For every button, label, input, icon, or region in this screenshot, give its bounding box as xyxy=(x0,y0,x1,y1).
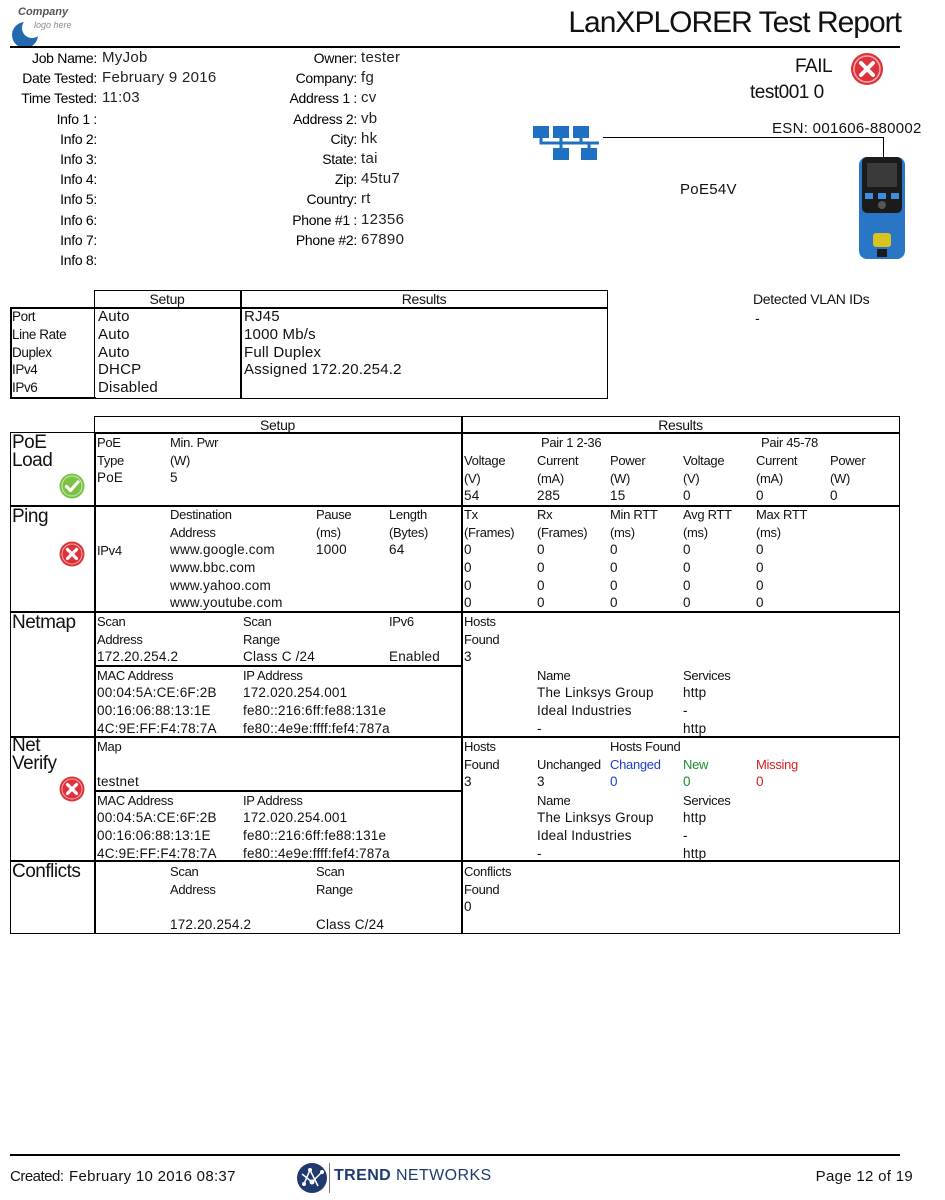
netmap-mac-header: MAC Address xyxy=(97,668,174,683)
ping-pause-header: Pause xyxy=(316,507,352,522)
netmap-ipv6-header: IPv6 xyxy=(389,614,414,629)
page-number: Page 12 of 19 xyxy=(815,1168,913,1185)
info-value: tai xyxy=(361,150,378,167)
section-rule xyxy=(10,736,900,738)
info-value: 67890 xyxy=(361,230,405,248)
info-label: Address 2: xyxy=(293,110,357,127)
poe-col-unit: (mA) xyxy=(756,471,783,486)
ping-pause-value: 1000 xyxy=(316,542,347,557)
netmap-title: Netmap xyxy=(12,612,76,633)
ping-tx: 0 xyxy=(464,577,472,593)
netmap-range-header: Range xyxy=(243,632,280,647)
created-label: Created: xyxy=(10,1168,64,1185)
trend-networks-logo xyxy=(296,1162,328,1194)
vlan-title: Detected VLAN IDs xyxy=(753,291,870,307)
info-label: Time Tested: xyxy=(21,90,97,107)
poe-type-value: PoE xyxy=(97,470,124,485)
netmap-scan-header: Scan xyxy=(97,614,126,629)
netverify-changed-header: Changed xyxy=(610,757,661,772)
ping-max: 0 xyxy=(756,559,764,575)
link-cable xyxy=(603,137,883,138)
netverify-changed-value: 0 xyxy=(610,774,618,789)
poe-col-unit: (V) xyxy=(683,471,700,486)
main-results-header: Results xyxy=(658,417,703,433)
netmap-mac: 00:04:5A:CE:6F:2B xyxy=(97,685,217,700)
ping-rx: 0 xyxy=(537,577,545,593)
netverify-mac-header: MAC Address xyxy=(97,793,174,808)
ping-rx: 0 xyxy=(537,542,545,557)
ping-avg-header: Avg RTT xyxy=(683,507,732,522)
info-label: Job Name: xyxy=(32,50,97,66)
link-row-setup: Disabled xyxy=(98,379,158,397)
result-status: FAIL xyxy=(795,56,833,77)
ping-min: 0 xyxy=(610,595,618,611)
netmap-scan-range: Class C /24 xyxy=(243,649,315,664)
link-row-label: Duplex xyxy=(12,344,52,360)
netmap-name: - xyxy=(537,720,542,736)
ping-pause-unit: (ms) xyxy=(316,525,341,540)
company-logo xyxy=(8,4,88,46)
poe-col-unit: (mA) xyxy=(537,471,564,486)
poe-col-value: 0 xyxy=(683,488,691,503)
info-label: Country: xyxy=(306,191,357,208)
ping-tx-header: Tx xyxy=(464,507,478,522)
poe-col-header: Power xyxy=(830,453,866,468)
link-row-setup: Auto xyxy=(98,325,130,343)
netverify-title-1: Net xyxy=(12,735,41,756)
poe-col-unit: (W) xyxy=(610,471,631,486)
title-rule xyxy=(10,46,900,48)
netverify-name: Ideal Industries xyxy=(537,827,632,843)
netverify-mac: 4C:9E:FF:F4:78:7A xyxy=(97,845,217,861)
ping-protocol: IPv4 xyxy=(97,543,122,558)
poe-col-unit: (W) xyxy=(830,471,851,486)
info-label: Date Tested: xyxy=(22,70,97,87)
conflicts-range-header: Range xyxy=(316,882,353,897)
info-label: City: xyxy=(330,130,357,147)
netmap-scan-address: 172.20.254.2 xyxy=(97,649,179,664)
netverify-mac: 00:04:5A:CE:6F:2B xyxy=(97,810,217,825)
info-label: Info 8: xyxy=(60,252,97,268)
link-row-label: Port xyxy=(12,309,36,324)
netverify-ip: fe80::216:6ff:fe88:131e xyxy=(243,827,387,843)
vlan-value: - xyxy=(755,310,760,326)
netmap-ipv6-value: Enabled xyxy=(389,649,440,664)
conflicts-found-value: 0 xyxy=(464,899,472,914)
link-row-setup: Auto xyxy=(98,308,130,325)
info-value: fg xyxy=(361,69,375,87)
ping-destination: www.yahoo.com xyxy=(170,577,271,593)
ping-dest-header: Destination xyxy=(170,507,232,522)
netverify-hosts-found-header: Hosts Found xyxy=(610,739,681,754)
poe-col-header: Voltage xyxy=(683,453,725,468)
poe-col-value: 0 xyxy=(830,488,838,503)
info-value: rt xyxy=(361,190,371,208)
ping-min: 0 xyxy=(610,559,618,575)
netverify-name: - xyxy=(537,845,542,861)
info-label: Info 4: xyxy=(60,171,97,188)
netverify-unchanged-value: 3 xyxy=(537,774,545,789)
poe-minpwr-header: Min. Pwr xyxy=(170,435,219,450)
netverify-ip-header: IP Address xyxy=(243,793,303,808)
info-value: MyJob xyxy=(102,49,148,66)
ping-max-unit: (ms) xyxy=(756,525,781,540)
info-value: 12356 xyxy=(361,210,405,228)
netverify-hosts-header: Hosts xyxy=(464,739,496,754)
ping-max: 0 xyxy=(756,595,764,611)
footer-rule xyxy=(10,1154,900,1156)
ping-avg: 0 xyxy=(683,559,691,575)
ping-destination: www.youtube.com xyxy=(170,595,283,611)
info-label: Phone #1 : xyxy=(292,211,357,228)
link-row-setup: DHCP xyxy=(98,361,142,379)
netmap-found-header: Found xyxy=(464,632,500,647)
ping-min-header: Min RTT xyxy=(610,507,658,522)
netverify-new-header: New xyxy=(683,757,709,772)
info-value: cv xyxy=(361,89,377,107)
netverify-services: http xyxy=(683,845,707,861)
info-label: Info 2: xyxy=(60,130,97,147)
netverify-services-header: Services xyxy=(683,793,731,808)
ping-length-value: 64 xyxy=(389,542,405,557)
netmap-mac: 00:16:06:88:13:1E xyxy=(97,702,211,718)
conflicts-address-header: Address xyxy=(170,882,216,897)
lanxplorer-device-icon xyxy=(857,155,907,261)
poe-col-value: 0 xyxy=(756,488,764,503)
netmap-services: - xyxy=(683,702,688,718)
test-name: test001 0 xyxy=(750,82,824,103)
ping-rx-header: Rx xyxy=(537,507,553,522)
link-label-bottom xyxy=(10,397,96,399)
netmap-services: http xyxy=(683,685,707,700)
ping-destination: www.bbc.com xyxy=(170,559,256,575)
ping-rx: 0 xyxy=(537,559,545,575)
netmap-mac: 4C:9E:FF:F4:78:7A xyxy=(97,720,217,736)
netverify-services: http xyxy=(683,810,707,825)
report-title: LanXPLORER Test Report xyxy=(568,6,901,39)
ping-min: 0 xyxy=(610,577,618,593)
poe-col-header: Power xyxy=(610,453,646,468)
netverify-ip: fe80::4e9e:ffff:fef4:787a xyxy=(243,845,390,861)
ping-tx: 0 xyxy=(464,559,472,575)
ping-min: 0 xyxy=(610,542,618,557)
netmap-hosts-found: 3 xyxy=(464,649,472,664)
ping-max: 0 xyxy=(756,542,764,557)
link-row-result: Full Duplex xyxy=(244,343,322,361)
link-setup-header: Setup xyxy=(149,291,185,307)
ping-avg: 0 xyxy=(683,577,691,593)
ping-length-header: Length xyxy=(389,507,427,522)
netmap-address-header: Address xyxy=(97,632,143,647)
conflicts-scan-header: Scan xyxy=(170,864,199,879)
poe-col-header: Current xyxy=(537,453,579,468)
info-value: tester xyxy=(361,49,401,66)
conflicts-scan-range: Class C/24 xyxy=(316,917,385,932)
info-value: February 9 2016 xyxy=(102,69,217,87)
ping-tx: 0 xyxy=(464,595,472,611)
link-row-result: Assigned 172.20.254.2 xyxy=(244,361,402,379)
info-label: State: xyxy=(322,151,357,167)
ping-rx-unit: (Frames) xyxy=(537,525,588,540)
brand-rest: NETWORKS xyxy=(395,1167,492,1184)
conflicts-title: Conflicts xyxy=(12,861,81,882)
info-label: Zip: xyxy=(334,171,357,188)
info-label: Info 3: xyxy=(60,151,97,167)
link-row-setup: Auto xyxy=(98,343,130,361)
info-label: Info 1 : xyxy=(56,110,97,127)
info-value: 11:03 xyxy=(102,89,140,107)
main-setup-header: Setup xyxy=(259,417,296,433)
pass-icon xyxy=(59,473,85,499)
conflicts-conflicts-header: Conflicts xyxy=(464,864,512,879)
poe-voltage: PoE54V xyxy=(680,181,737,198)
logo-divider xyxy=(329,1163,330,1193)
ping-min-unit: (ms) xyxy=(610,525,635,540)
ping-destination: www.google.com xyxy=(170,542,275,557)
brand-bold: TREND xyxy=(334,1167,392,1184)
netverify-found-value: 3 xyxy=(464,774,472,789)
ping-avg: 0 xyxy=(683,542,691,557)
conflicts-scan-address: 172.20.254.2 xyxy=(170,917,252,932)
network-switch-icon xyxy=(533,124,605,162)
netmap-name: The Linksys Group xyxy=(537,685,654,700)
info-label: Info 6: xyxy=(60,211,97,228)
link-row-result: 1000 Mb/s xyxy=(244,325,316,343)
poe-w-header: (W) xyxy=(170,453,191,468)
poe-type-header: Type xyxy=(97,453,124,468)
netmap-ip: fe80::216:6ff:fe88:131e xyxy=(243,702,387,718)
netverify-missing-header: Missing xyxy=(756,757,798,772)
netverify-map-rule xyxy=(94,790,461,792)
poe-col-value: 15 xyxy=(610,488,626,503)
netmap-scan-header-2: Scan xyxy=(243,614,272,629)
info-value: 45tu7 xyxy=(361,170,401,188)
link-header-rule xyxy=(94,307,608,309)
logo-subtext: logo here xyxy=(34,20,72,30)
ping-avg-unit: (ms) xyxy=(683,525,708,540)
netverify-name-header: Name xyxy=(537,793,571,808)
netverify-unchanged-header: Unchanged xyxy=(537,757,601,772)
netverify-map-value: testnet xyxy=(97,774,139,789)
ping-length-unit: (Bytes) xyxy=(389,525,429,540)
poe-header: PoE xyxy=(97,435,121,450)
info-label: Info 5: xyxy=(60,191,97,208)
poe-title-1: PoE xyxy=(12,432,47,453)
poe-col-unit: (V) xyxy=(464,471,481,486)
pair2-header: Pair 45-78 xyxy=(761,435,818,450)
poe-col-value: 285 xyxy=(537,488,561,503)
link-results-header: Results xyxy=(401,291,447,307)
ping-title: Ping xyxy=(12,506,49,527)
netverify-title-2: Verify xyxy=(12,753,57,774)
info-label: Info 7: xyxy=(60,231,97,248)
info-label: Phone #2: xyxy=(295,231,357,248)
ping-max-header: Max RTT xyxy=(756,507,808,522)
poe-title-2: Load xyxy=(12,450,53,471)
poe-col-header: Voltage xyxy=(464,453,506,468)
section-rule xyxy=(10,611,900,613)
info-label: Company: xyxy=(295,70,357,87)
netverify-ip: 172.020.254.001 xyxy=(243,810,348,825)
netmap-name-header: Name xyxy=(537,668,571,683)
ping-rx: 0 xyxy=(537,595,545,611)
main-label-divider xyxy=(94,432,96,934)
ping-avg: 0 xyxy=(683,595,691,611)
netmap-services: http xyxy=(683,720,707,736)
poe-col-value: 54 xyxy=(464,488,480,503)
ping-dest-header-2: Address xyxy=(170,525,216,540)
esn: ESN: 001606-880002 xyxy=(772,120,922,137)
netmap-scan-rule xyxy=(94,665,461,667)
netmap-name: Ideal Industries xyxy=(537,702,632,718)
fail-icon xyxy=(850,52,884,86)
device-cable xyxy=(883,137,884,157)
logo-company-text: Company xyxy=(18,6,69,18)
netverify-map-header: Map xyxy=(97,739,122,754)
ping-max: 0 xyxy=(756,577,764,593)
info-label: Address 1 : xyxy=(289,90,357,107)
netverify-mac: 00:16:06:88:13:1E xyxy=(97,827,211,843)
fail-icon xyxy=(59,541,85,567)
netverify-services: - xyxy=(683,827,688,843)
conflicts-scan-header-2: Scan xyxy=(316,864,345,879)
link-row-label: IPv6 xyxy=(12,380,38,396)
netmap-ip: 172.020.254.001 xyxy=(243,685,348,700)
conflicts-found-header: Found xyxy=(464,882,500,897)
link-row-label: Line Rate xyxy=(12,326,67,342)
netmap-services-header: Services xyxy=(683,668,731,683)
netverify-name: The Linksys Group xyxy=(537,810,654,825)
netmap-hosts-header: Hosts xyxy=(464,614,496,629)
poe-col-header: Current xyxy=(756,453,798,468)
created-value: February 10 2016 08:37 xyxy=(69,1168,236,1185)
link-row-label: IPv4 xyxy=(12,362,38,378)
netverify-missing-value: 0 xyxy=(756,774,764,789)
main-result-divider xyxy=(461,432,463,934)
link-row-result: RJ45 xyxy=(244,308,280,325)
pair1-header: Pair 1 2-36 xyxy=(541,435,602,450)
netverify-new-value: 0 xyxy=(683,774,691,789)
info-label: Owner: xyxy=(313,50,357,66)
netmap-ip: fe80::4e9e:ffff:fef4:787a xyxy=(243,720,390,736)
netmap-ip-header: IP Address xyxy=(243,668,303,683)
ping-tx-unit: (Frames) xyxy=(464,525,515,540)
info-value: hk xyxy=(361,129,378,147)
netverify-found-header: Found xyxy=(464,757,500,772)
poe-minpwr-value: 5 xyxy=(170,470,178,485)
fail-icon xyxy=(59,776,85,802)
brand-name xyxy=(334,1167,492,1185)
info-value: vb xyxy=(361,109,378,127)
ping-tx: 0 xyxy=(464,542,472,557)
